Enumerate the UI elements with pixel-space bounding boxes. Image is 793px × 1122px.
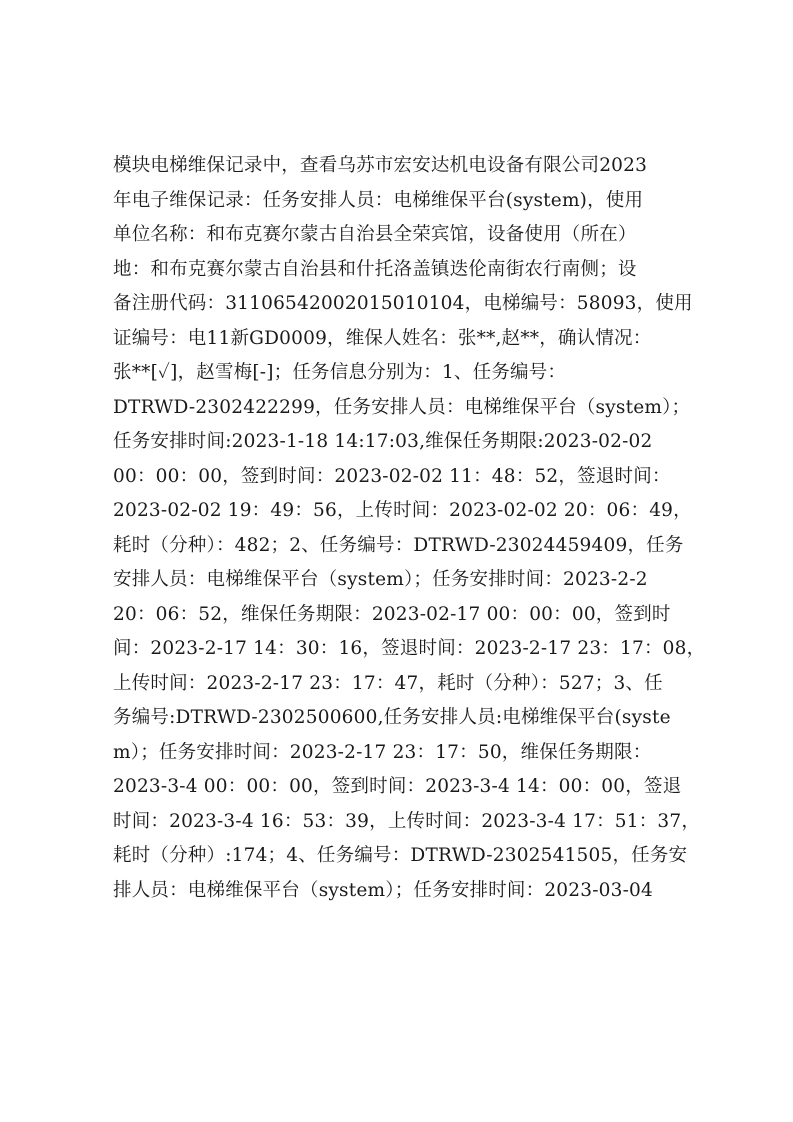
text-line: DTRWD-2302422299，任务安排人员：电梯维保平台（system）； — [113, 396, 691, 418]
text-line: 证编号：电11新GD0009，维保人姓名：张**,赵**，确认情况： — [113, 327, 652, 349]
text-line: 2023-3-4 00：00：00，签到时间：2023-3-4 14：00：00，签退 — [113, 776, 682, 797]
text-line: 任务安排时间:2023-1-18 14:17:03,维保任务期限:2023-02-02 — [113, 431, 653, 452]
text-line: 时间：2023-3-4 16：53：39，上传时间：2023-3-4 17：51：37， — [113, 810, 701, 832]
text-line: 20：06：52，维保任务期限：2023-02-17 00：00：00，签到时 — [113, 603, 671, 625]
text-line: 00：00：00，签到时间：2023-02-02 11：48：52，签退时间： — [113, 465, 671, 487]
text-line: 2023-02-02 19：49：56，上传时间：2023-02-02 20：06：49， — [113, 500, 692, 521]
text-line: 模块电梯维保记录中，查看乌苏市宏安达机电设备有限公司2023 — [113, 155, 648, 176]
text-line: 张**[✓]，赵雪梅[-]；任务信息分别为：1、任务编号： — [113, 362, 567, 383]
text-line: 耗时（分种）:174；4、任务编号：DTRWD-2302541505，任务安 — [113, 845, 688, 866]
text-line: 年电子维保记录：任务安排人员：电梯维保平台(system)，使用 — [113, 189, 644, 211]
text-line: m）；任务安排时间：2023-2-17 23：17：50，维保任务期限： — [113, 741, 652, 763]
text-line: 间：2023-2-17 14：30：16，签退时间：2023-2-17 23：17：08， — [113, 638, 706, 659]
body-text — [113, 149, 713, 908]
text-line: 地：和布克赛尔蒙古自治县和什托洛盖镇迭伦南街农行南侧；设 — [113, 258, 637, 280]
text-line: 务编号:DTRWD-2302500600,任务安排人员:电梯维保平台(syste — [113, 707, 671, 728]
text-line: 排人员：电梯维保平台（system）；任务安排时间：2023-03-04 — [113, 879, 653, 901]
text-line: 上传时间：2023-2-17 23：17：47，耗时（分种）：527；3、任 — [113, 672, 663, 694]
text-line: 安排人员：电梯维保平台（system）；任务安排时间：2023-2-2 — [113, 569, 648, 590]
text-line: 耗时（分种）：482；2、任务编号：DTRWD-23024459409，任务 — [113, 534, 684, 556]
text-line: 备注册代码：31106542002015010104，电梯编号：58093，使用 — [113, 293, 693, 314]
text-line: 单位名称：和布克赛尔蒙古自治县全荣宾馆，设备使用（所在） — [113, 224, 637, 245]
